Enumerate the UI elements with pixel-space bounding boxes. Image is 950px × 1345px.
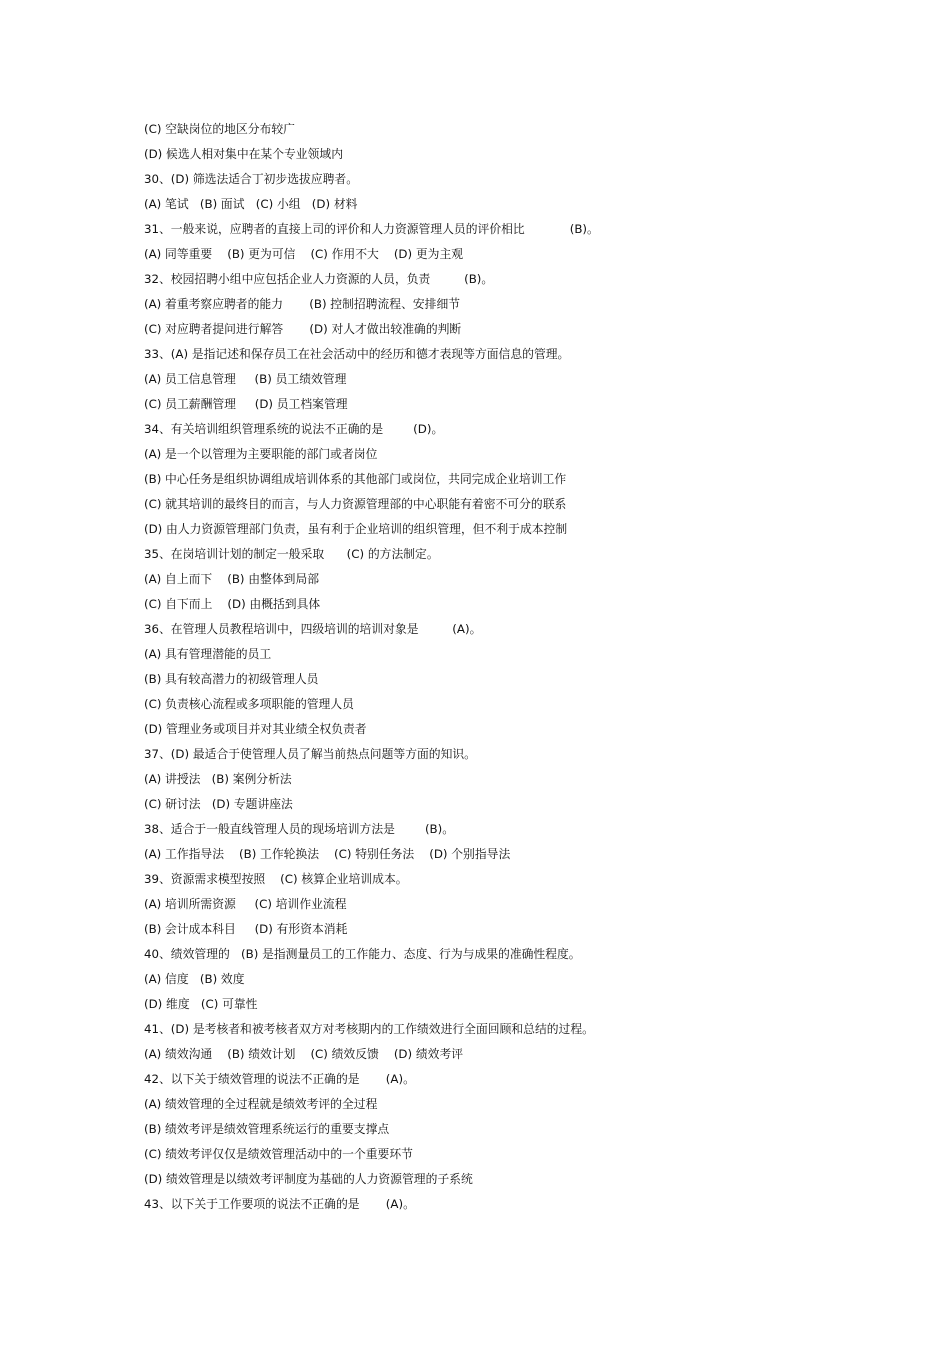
text-line: (C) 绩效考评仅仅是绩效管理活动中的一个重要环节 (144, 1147, 413, 1161)
text-line: (A) 绩效管理的全过程就是绩效考评的全过程 (144, 1097, 378, 1111)
text-line: 40、绩效管理的 (B) 是指测量员工的工作能力、态度、行为与成果的准确性程度。 (144, 947, 581, 961)
text-line: (A) 信度 (B) 效度 (144, 972, 245, 986)
text-line: 42、以下关于绩效管理的说法不正确的是 (A)。 (144, 1072, 415, 1086)
text-line: (B) 绩效考评是绩效管理系统运行的重要支撑点 (144, 1122, 390, 1136)
text-line: (D) 维度 (C) 可靠性 (144, 997, 258, 1011)
text-line: (C) 就其培训的最终目的而言，与人力资源管理部的中心职能有着密不可分的联系 (144, 497, 567, 511)
text-line: 31、一般来说，应聘者的直接上司的评价和人力资源管理人员的评价相比 (B)。 (144, 222, 599, 236)
text-line: (D) 由人力资源管理部门负责，虽有利于企业培训的组织管理，但不利于成本控制 (144, 522, 568, 536)
text-line: (A) 员工信息管理 (B) 员工绩效管理 (144, 372, 347, 386)
text-line: (A) 笔试 (B) 面试 (C) 小组 (D) 材料 (144, 197, 358, 211)
text-line: (A) 绩效沟通 (B) 绩效计划 (C) 绩效反馈 (D) 绩效考评 (144, 1047, 464, 1061)
text-line: (A) 是一个以管理为主要职能的部门或者岗位 (144, 447, 378, 461)
text-line: (A) 着重考察应聘者的能力 (B) 控制招聘流程、安排细节 (144, 297, 461, 311)
text-line: 38、适合于一般直线管理人员的现场培训方法是 (B)。 (144, 822, 455, 836)
text-line: (A) 工作指导法 (B) 工作轮换法 (C) 特别任务法 (D) 个别指导法 (144, 847, 511, 861)
text-line: (C) 自下而上 (D) 由概括到具体 (144, 597, 321, 611)
text-line: 41、(D) 是考核者和被考核者双方对考核期内的工作绩效进行全面回顾和总结的过程。 (144, 1022, 594, 1036)
text-line: (C) 负责核心流程或多项职能的管理人员 (144, 697, 354, 711)
text-line: (D) 管理业务或项目并对其业绩全权负责者 (144, 722, 367, 736)
text-line: (C) 研讨法 (D) 专题讲座法 (144, 797, 293, 811)
text-line: 34、有关培训组织管理系统的说法不正确的是 (D)。 (144, 422, 444, 436)
text-line: (D) 绩效管理是以绩效考评制度为基础的人力资源管理的子系统 (144, 1172, 473, 1186)
text-line: (B) 会计成本科目 (D) 有形资本消耗 (144, 922, 348, 936)
text-line: 35、在岗培训计划的制定一般采取 (C) 的方法制定。 (144, 547, 439, 561)
text-line: 32、校园招聘小组中应包括企业人力资源的人员，负责 (B)。 (144, 272, 494, 286)
text-line: (A) 具有管理潜能的员工 (144, 647, 272, 661)
text-line: (C) 对应聘者提问进行解答 (D) 对人才做出较准确的判断 (144, 322, 462, 336)
text-line: (B) 中心任务是组织协调组成培训体系的其他部门或岗位，共同完成企业培训工作 (144, 472, 567, 486)
text-line: 43、以下关于工作要项的说法不正确的是 (A)。 (144, 1197, 415, 1211)
text-line: (D) 候选人相对集中在某个专业领域内 (144, 147, 343, 161)
text-line: 33、(A) 是指记述和保存员工在社会活动中的经历和德才表现等方面信息的管理。 (144, 347, 570, 361)
text-line: 37、(D) 最适合于使管理人员了解当前热点问题等方面的知识。 (144, 747, 476, 761)
text-line: (A) 同等重要 (B) 更为可信 (C) 作用不大 (D) 更为主观 (144, 247, 464, 261)
document-body (144, 120, 704, 1220)
text-line: 39、资源需求模型按照 (C) 核算企业培训成本。 (144, 872, 408, 886)
text-line: (A) 讲授法 (B) 案例分析法 (144, 772, 292, 786)
text-line: (B) 具有较高潜力的初级管理人员 (144, 672, 319, 686)
text-line: (C) 空缺岗位的地区分布较广 (144, 122, 295, 136)
text-line: (A) 自上而下 (B) 由整体到局部 (144, 572, 320, 586)
text-line: (A) 培训所需资源 (C) 培训作业流程 (144, 897, 347, 911)
text-line: (C) 员工薪酬管理 (D) 员工档案管理 (144, 397, 348, 411)
text-line: 36、在管理人员教程培训中，四级培训的培训对象是 (A)。 (144, 622, 482, 636)
text-line: 30、(D) 筛选法适合丁初步选拔应聘者。 (144, 172, 359, 186)
